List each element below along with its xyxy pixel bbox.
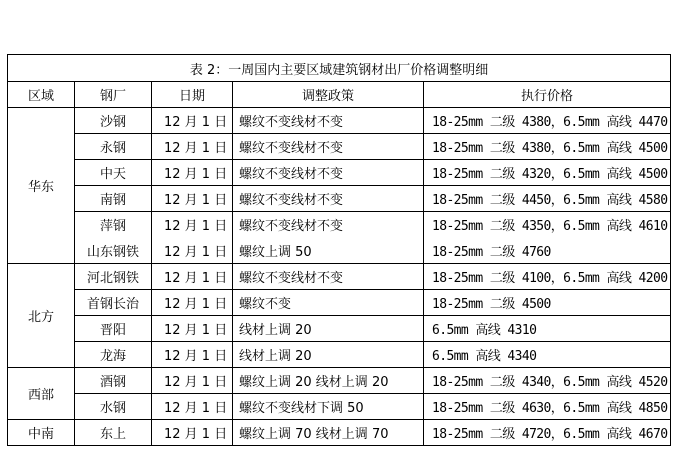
date-cell: 12 月 1 日 (152, 108, 233, 134)
table-row (8, 394, 671, 420)
mill-cell: 沙钢 (75, 108, 152, 134)
date-cell: 12 月 1 日 (152, 186, 233, 212)
price-cell: 6.5mm 高线 4310 (424, 316, 671, 342)
header-region: 区域 (8, 82, 75, 108)
policy-cell: 螺纹不变线材不变 (233, 160, 424, 186)
price-cell: 18-25mm 二级 4350，6.5mm 高线 4610 (424, 212, 671, 238)
price-cell: 18-25mm 二级 4500 (424, 290, 671, 316)
table-row (8, 264, 671, 290)
policy-cell: 螺纹不变线材不变 (233, 108, 424, 134)
price-adjustment-table (7, 54, 671, 446)
price-cell: 18-25mm 二级 4320，6.5mm 高线 4500 (424, 160, 671, 186)
mill-cell: 龙海 (75, 342, 152, 368)
price-cell: 6.5mm 高线 4340 (424, 342, 671, 368)
date-cell: 12 月 1 日 (152, 290, 233, 316)
table-row (8, 316, 671, 342)
header-mill: 钢厂 (75, 82, 152, 108)
mill-cell: 酒钢 (75, 368, 152, 394)
table-title-row (8, 55, 671, 82)
table-row (8, 290, 671, 316)
policy-cell: 螺纹上调 20 线材上调 20 (233, 368, 424, 394)
mill-cell: 山东钢铁 (75, 238, 152, 264)
policy-cell: 线材上调 20 (233, 316, 424, 342)
mill-cell: 萍钢 (75, 212, 152, 238)
header-price: 执行价格 (424, 82, 671, 108)
table-row (8, 238, 671, 264)
mill-cell: 晋阳 (75, 316, 152, 342)
price-cell: 18-25mm 二级 4760 (424, 238, 671, 264)
table-row (8, 420, 671, 446)
region-cell: 中南 (8, 420, 75, 446)
mill-cell: 中天 (75, 160, 152, 186)
policy-cell: 螺纹上调 50 (233, 238, 424, 264)
mill-cell: 永钢 (75, 134, 152, 160)
policy-cell: 螺纹不变线材不变 (233, 264, 424, 290)
region-cell: 北方 (8, 264, 75, 368)
price-cell: 18-25mm 二级 4450，6.5mm 高线 4580 (424, 186, 671, 212)
price-cell: 18-25mm 二级 4340，6.5mm 高线 4520 (424, 368, 671, 394)
mill-cell: 水钢 (75, 394, 152, 420)
table-row (8, 342, 671, 368)
region-cell: 西部 (8, 368, 75, 420)
price-cell: 18-25mm 二级 4720，6.5mm 高线 4670 (424, 420, 671, 446)
date-cell: 12 月 1 日 (152, 264, 233, 290)
table-row (8, 212, 671, 238)
date-cell: 12 月 1 日 (152, 212, 233, 238)
policy-cell: 螺纹上调 70 线材上调 70 (233, 420, 424, 446)
table-row (8, 108, 671, 134)
policy-cell: 螺纹不变线材不变 (233, 212, 424, 238)
price-cell: 18-25mm 二级 4380，6.5mm 高线 4500 (424, 134, 671, 160)
date-cell: 12 月 1 日 (152, 238, 233, 264)
date-cell: 12 月 1 日 (152, 342, 233, 368)
mill-cell: 南钢 (75, 186, 152, 212)
table-title: 表 2：一周国内主要区域建筑钢材出厂价格调整明细 (8, 55, 671, 82)
table-row (8, 368, 671, 394)
table-row (8, 160, 671, 186)
date-cell: 12 月 1 日 (152, 394, 233, 420)
policy-cell: 螺纹不变线材不变 (233, 186, 424, 212)
table-row (8, 134, 671, 160)
policy-cell: 螺纹不变线材不变 (233, 134, 424, 160)
mill-cell: 东上 (75, 420, 152, 446)
table-header-row (8, 82, 671, 108)
mill-cell: 首钢长治 (75, 290, 152, 316)
price-cell: 18-25mm 二级 4100，6.5mm 高线 4200 (424, 264, 671, 290)
price-cell: 18-25mm 二级 4630，6.5mm 高线 4850 (424, 394, 671, 420)
date-cell: 12 月 1 日 (152, 420, 233, 446)
header-policy: 调整政策 (233, 82, 424, 108)
date-cell: 12 月 1 日 (152, 160, 233, 186)
policy-cell: 螺纹不变 (233, 290, 424, 316)
header-date: 日期 (152, 82, 233, 108)
policy-cell: 螺纹不变线材下调 50 (233, 394, 424, 420)
price-cell: 18-25mm 二级 4380，6.5mm 高线 4470 (424, 108, 671, 134)
mill-cell: 河北钢铁 (75, 264, 152, 290)
region-cell: 华东 (8, 108, 75, 264)
policy-cell: 线材上调 20 (233, 342, 424, 368)
table-row (8, 186, 671, 212)
date-cell: 12 月 1 日 (152, 316, 233, 342)
date-cell: 12 月 1 日 (152, 368, 233, 394)
date-cell: 12 月 1 日 (152, 134, 233, 160)
